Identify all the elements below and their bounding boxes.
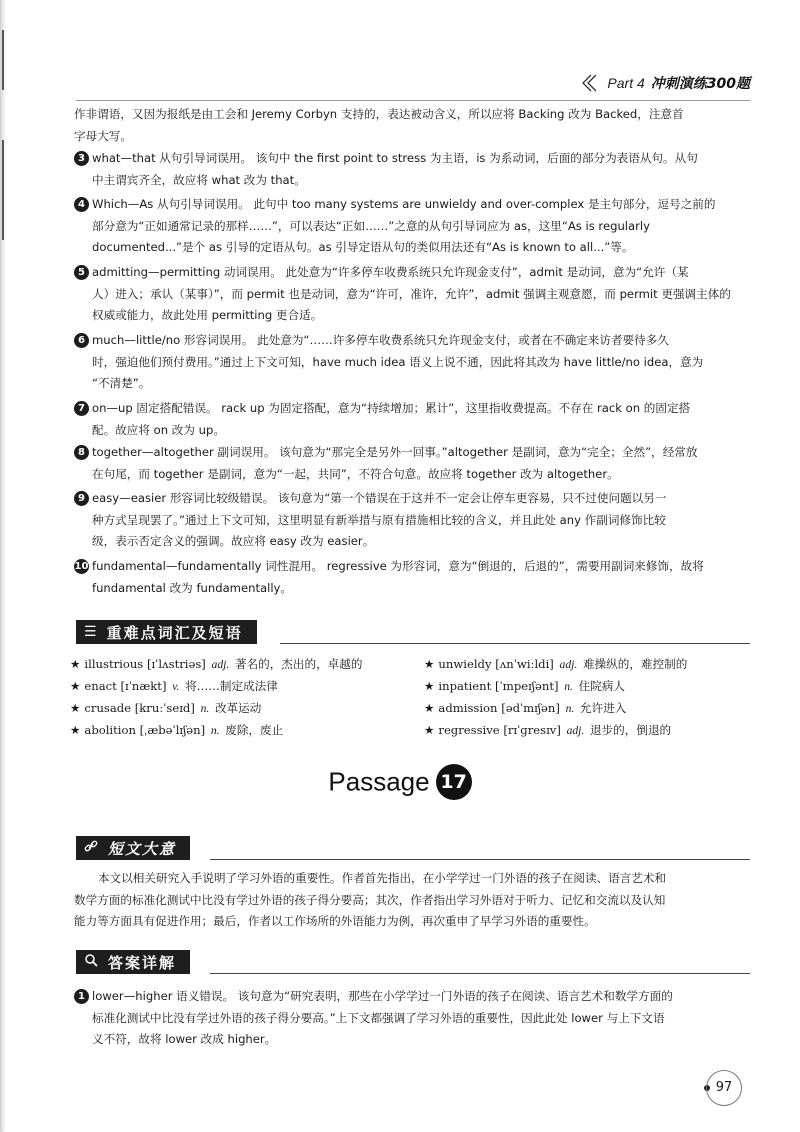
vocab-meaning: 允许进入 xyxy=(579,701,627,715)
section-rule xyxy=(210,973,750,974)
text-line: easy—easier 形容词比较级错误。 该句意为“第一个错误在于这并不一定会让停车更容易，只不过使问题以另一 xyxy=(92,491,667,505)
vocab-meaning: 废除，废止 xyxy=(225,723,284,737)
vocab-meaning: 改革运动 xyxy=(214,701,262,715)
vocab-meaning: 将……制定成法律 xyxy=(185,679,278,693)
explanation-item-9 xyxy=(74,488,750,553)
vocab-entry xyxy=(424,654,687,675)
vocab-entry xyxy=(424,676,625,697)
text-line: 标准化测试中比没有学过外语的孩子得分要高。”上下文都强调了学习外语的重要性，因此此处 lower 与上下文语 xyxy=(92,1010,665,1025)
star-icon: ★ xyxy=(70,723,81,737)
text-line: 在句尾，而 together 是副词，意为“一起，共同”，不符合句意。故应将 together 改为 altogether。 xyxy=(92,466,619,481)
star-icon: ★ xyxy=(424,679,435,693)
summary-section-banner xyxy=(76,836,190,860)
vocab-meaning: 住院病人 xyxy=(578,679,625,693)
text-line: fundamental—fundamentally 词性混用。 regressive 为形容词，意为“倒退的，后退的”，需要用副词来修饰，故将 xyxy=(92,559,704,573)
vocab-entry xyxy=(70,720,283,741)
passage-title xyxy=(0,764,800,800)
vocab-pos: adj. xyxy=(566,724,585,737)
vocab-meaning: 难操纵的，难控制的 xyxy=(582,657,688,671)
section-title: 重难点词汇及短语 xyxy=(106,623,243,642)
section-title: 短文大意 xyxy=(108,839,177,858)
vocab-word: unwieldy xyxy=(438,657,492,671)
vocab-pos: adj. xyxy=(559,658,578,671)
vocab-pos: n. xyxy=(564,680,573,693)
answer-section-banner xyxy=(76,950,190,974)
vocab-phonetic: [ɪˈnækt] xyxy=(120,679,167,693)
vocab-pos: n. xyxy=(200,702,210,715)
text-line: 级，表示否定含义的强调。故应将 easy 改为 easier。 xyxy=(92,534,375,549)
text-line: 种方式呈现罢了。”通过上下文可知，这里明显有新举措与原有措施相比较的含义，并且此处 any 作副词修饰比较 xyxy=(92,512,666,527)
section-title: 答案详解 xyxy=(108,953,177,972)
header-rule xyxy=(76,100,750,101)
vocab-entry xyxy=(70,698,261,719)
item-number-badge: 8 xyxy=(74,445,89,460)
part-title: 冲刺演练300题 xyxy=(650,76,750,92)
text-line: fundamental 改为 fundamentally。 xyxy=(92,580,293,595)
vocab-word: inpatient xyxy=(438,679,492,693)
vocab-pos: n. xyxy=(210,724,220,737)
text-line: 时，强迫他们预付费用。”通过上下文可知，have much idea 语义上说不通，因此将其改为 have little/no idea，意为 xyxy=(92,354,704,369)
binding-mark xyxy=(2,140,4,240)
explanation-item-5 xyxy=(74,262,750,327)
vocab-phonetic: [rɪˈɡresɪv] xyxy=(503,723,561,737)
vocab-entry xyxy=(70,676,278,697)
explanation-item-7 xyxy=(74,398,750,441)
vocab-section-banner xyxy=(76,620,257,644)
item-number-badge: 3 xyxy=(74,151,89,166)
item-number-badge: 5 xyxy=(74,265,89,280)
item-number-badge: 7 xyxy=(74,401,89,416)
item-number-badge: 9 xyxy=(74,491,89,506)
vocab-phonetic: [kruːˈseɪd] xyxy=(134,701,195,715)
passage-number-badge: 17 xyxy=(436,764,472,800)
magnifier-icon xyxy=(84,953,98,971)
vocab-word: enact xyxy=(84,679,117,693)
vocab-word: illustrious xyxy=(84,657,144,671)
explanation-item-3 xyxy=(74,148,750,191)
text-line: “不清楚”。 xyxy=(92,376,151,391)
item-number-badge: 6 xyxy=(74,333,89,348)
text-line: together—altogether 副词误用。 该句意为“那完全是另外一回事。”altogether 是副词，意为“完全；全然”，经常放 xyxy=(92,445,698,459)
text-line: 作非谓语，又因为报纸是由工会和 Jeremy Corbyn 支持的，表达被动含义，所以应将 Backing 改为 Backed，注意首 xyxy=(74,107,684,121)
text-line: lower—higher 语义错误。 该句意为“研究表明，那些在小学学过一门外语的孩子在阅读、语言艺术和数学方面的 xyxy=(92,989,673,1003)
explanation-item-8 xyxy=(74,442,750,485)
vocab-phonetic: [ədˈmɪʃən] xyxy=(501,701,560,715)
vocab-word: admission xyxy=(438,701,498,715)
page-number: 97 xyxy=(706,1070,742,1106)
vocab-phonetic: [ˌæbəˈlɪʃən] xyxy=(139,723,206,737)
text-line: 权威或能力，故此处用 permitting 更合适。 xyxy=(92,308,323,323)
explanation-item-6 xyxy=(74,330,750,395)
vocab-pos: v. xyxy=(172,680,180,693)
summary-paragraph xyxy=(74,868,750,933)
text-line: 能力等方面具有促进作用；最后，作者以工作场所的外语能力为例，再次重申了早学习外语的重要性。 xyxy=(74,914,596,929)
vocab-entry xyxy=(70,654,362,675)
item-number-badge: 4 xyxy=(74,197,89,212)
text-line: admitting—permitting 动词误用。 此处意为“许多停车收费系统只允许现金支付”，admit 是动词，意为“允许（某 xyxy=(92,265,689,279)
item-number-badge: 1 xyxy=(74,989,89,1004)
vocab-word: abolition xyxy=(84,723,136,737)
text-line: on—up 固定搭配错误。 rack up 为固定搭配，意为“持续增加；累计”，这里指收费提高。不存在 rack on 的固定搭 xyxy=(92,401,691,415)
vocab-meaning: 退步的，倒退的 xyxy=(589,723,672,737)
text-line: much—little/no 形容词误用。 此处意为“……许多停车收费系统只允许现金支付，或者在不确定来访者要待多久 xyxy=(92,333,669,347)
answer-item-1 xyxy=(74,986,750,1051)
vocab-word: crusade xyxy=(84,701,132,715)
explanation-item-10 xyxy=(74,556,750,599)
star-icon: ★ xyxy=(424,723,435,737)
item-number-badge: 10 xyxy=(74,561,89,572)
text-line: 人）进入；承认（某事）”，而 permit 也是动词，意为“许可，准许，允许”，admit 强调主观意愿，而 permit 更强调主体的 xyxy=(92,286,731,301)
explanation-item-4 xyxy=(74,194,750,259)
text-line: 中主谓宾齐全，故应将 what 改为 that。 xyxy=(92,172,306,187)
section-rule xyxy=(280,643,750,644)
part-label: Part 4 xyxy=(607,75,645,91)
star-icon: ★ xyxy=(424,657,435,671)
text-line: 义不符，故将 lower 改成 higher。 xyxy=(92,1032,277,1047)
star-icon: ★ xyxy=(70,657,81,671)
vocab-entry xyxy=(424,698,626,719)
vocab-phonetic: [ˈɪnpeɪʃənt] xyxy=(494,679,559,693)
section-rule xyxy=(210,859,750,860)
vocab-entry xyxy=(424,720,671,741)
star-icon: ★ xyxy=(70,701,81,715)
text-line: 数学方面的标准化测试中比没有学过外语的孩子得分要高；其次，作者指出学习外语对于听力、记忆和交流以及认知 xyxy=(74,892,666,907)
text-line: 配。故应将 on 改为 up。 xyxy=(92,422,225,437)
vocab-phonetic: [ʌnˈwiːldi] xyxy=(495,657,554,671)
vocab-pos: adj. xyxy=(211,658,230,671)
running-header xyxy=(579,70,750,96)
list-icon: ☰ xyxy=(84,624,97,640)
vocab-pos: n. xyxy=(565,702,575,715)
binding-mark xyxy=(2,30,4,90)
intro-paragraph xyxy=(74,104,750,147)
text-line: 部分意为“正如通常记录的那样……”，可以表达“正如……”之意的从句引导词应为 as，这里“As is regularly xyxy=(92,218,650,233)
text-line: documented...”是个 as 引导的定语从句。as 引导定语从句的类似用法还有“As is known to all...”等。 xyxy=(92,240,634,255)
star-icon: ★ xyxy=(424,701,435,715)
chevron-ornament-icon xyxy=(579,72,601,94)
vocab-phonetic: [ɪˈlʌstriəs] xyxy=(146,657,206,671)
link-icon xyxy=(84,839,98,857)
binding-edge xyxy=(0,0,6,1132)
text-line: what—that 从句引导词误用。 该句中 the first point to stress 为主语，is 为系动词，后面的部分为表语从句。从句 xyxy=(92,151,698,165)
text-line: 本文以相关研究入手说明了学习外语的重要性。作者首先指出，在小学学过一门外语的孩子在阅读、语言艺术和 xyxy=(98,871,667,885)
vocab-word: regressive xyxy=(438,723,500,737)
passage-word: Passage xyxy=(328,766,430,797)
vocab-meaning: 著名的，杰出的，卓越的 xyxy=(234,657,363,671)
text-line: Which—As 从句引导词误用。 此句中 too many systems are unwieldy and over-complex 是主句部分，逗号之前的 xyxy=(92,197,716,211)
text-line: 字母大写。 xyxy=(74,128,132,143)
star-icon: ★ xyxy=(70,679,81,693)
